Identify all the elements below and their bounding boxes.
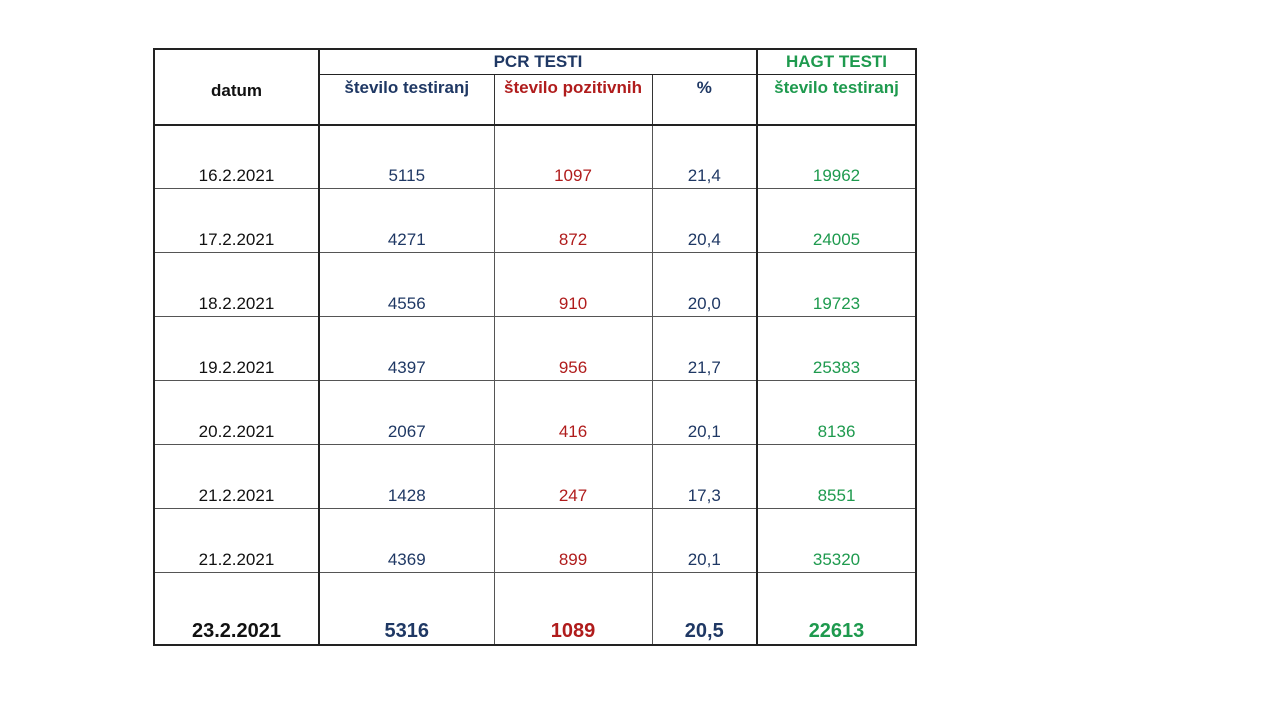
- table-row: [154, 381, 916, 445]
- cell-percent: 21,7: [652, 317, 757, 381]
- cell-pcr-tests: 4556: [319, 253, 494, 317]
- header-title-row: [154, 49, 916, 75]
- covid-tests-table: [153, 48, 917, 646]
- cell-pcr-tests: 2067: [319, 381, 494, 445]
- cell-hagt-tests: 19962: [757, 125, 916, 189]
- header-pcr-tests: število testiranj: [319, 75, 494, 126]
- cell-date: 21.2.2021: [154, 445, 319, 509]
- cell-pcr-tests: 5115: [319, 125, 494, 189]
- total-pcr-positive: 1089: [494, 573, 652, 646]
- cell-date: 18.2.2021: [154, 253, 319, 317]
- table-row: [154, 125, 916, 189]
- header-hagt-tests: število testiranj: [757, 75, 916, 126]
- table-row: [154, 189, 916, 253]
- cell-percent: 17,3: [652, 445, 757, 509]
- cell-pcr-tests: 1428: [319, 445, 494, 509]
- cell-pcr-tests: 4369: [319, 509, 494, 573]
- header-pcr-positive: število pozitivnih: [494, 75, 652, 126]
- total-date: 23.2.2021: [154, 573, 319, 646]
- cell-date: 16.2.2021: [154, 125, 319, 189]
- table-row: [154, 253, 916, 317]
- cell-hagt-tests: 24005: [757, 189, 916, 253]
- cell-pcr-positive: 247: [494, 445, 652, 509]
- cell-pcr-positive: 956: [494, 317, 652, 381]
- cell-percent: 20,1: [652, 381, 757, 445]
- cell-percent: 21,4: [652, 125, 757, 189]
- cell-hagt-tests: 8136: [757, 381, 916, 445]
- cell-pcr-positive: 1097: [494, 125, 652, 189]
- header-date: datum: [154, 49, 319, 125]
- header-hagt-title: HAGT TESTI: [757, 49, 916, 75]
- total-hagt-tests: 22613: [757, 573, 916, 646]
- cell-pcr-positive: 416: [494, 381, 652, 445]
- table-row: [154, 445, 916, 509]
- cell-pcr-positive: 899: [494, 509, 652, 573]
- header-pcr-title: PCR TESTI: [319, 49, 757, 75]
- cell-percent: 20,0: [652, 253, 757, 317]
- cell-date: 19.2.2021: [154, 317, 319, 381]
- total-row: [154, 573, 916, 646]
- cell-date: 17.2.2021: [154, 189, 319, 253]
- cell-pcr-tests: 4397: [319, 317, 494, 381]
- total-percent: 20,5: [652, 573, 757, 646]
- cell-hagt-tests: 35320: [757, 509, 916, 573]
- cell-pcr-positive: 910: [494, 253, 652, 317]
- cell-percent: 20,4: [652, 189, 757, 253]
- cell-pcr-tests: 4271: [319, 189, 494, 253]
- cell-hagt-tests: 19723: [757, 253, 916, 317]
- cell-date: 21.2.2021: [154, 509, 319, 573]
- cell-pcr-positive: 872: [494, 189, 652, 253]
- table-row: [154, 509, 916, 573]
- cell-hagt-tests: 25383: [757, 317, 916, 381]
- cell-hagt-tests: 8551: [757, 445, 916, 509]
- total-pcr-tests: 5316: [319, 573, 494, 646]
- cell-date: 20.2.2021: [154, 381, 319, 445]
- cell-percent: 20,1: [652, 509, 757, 573]
- table-row: [154, 317, 916, 381]
- header-pcr-percent: %: [652, 75, 757, 126]
